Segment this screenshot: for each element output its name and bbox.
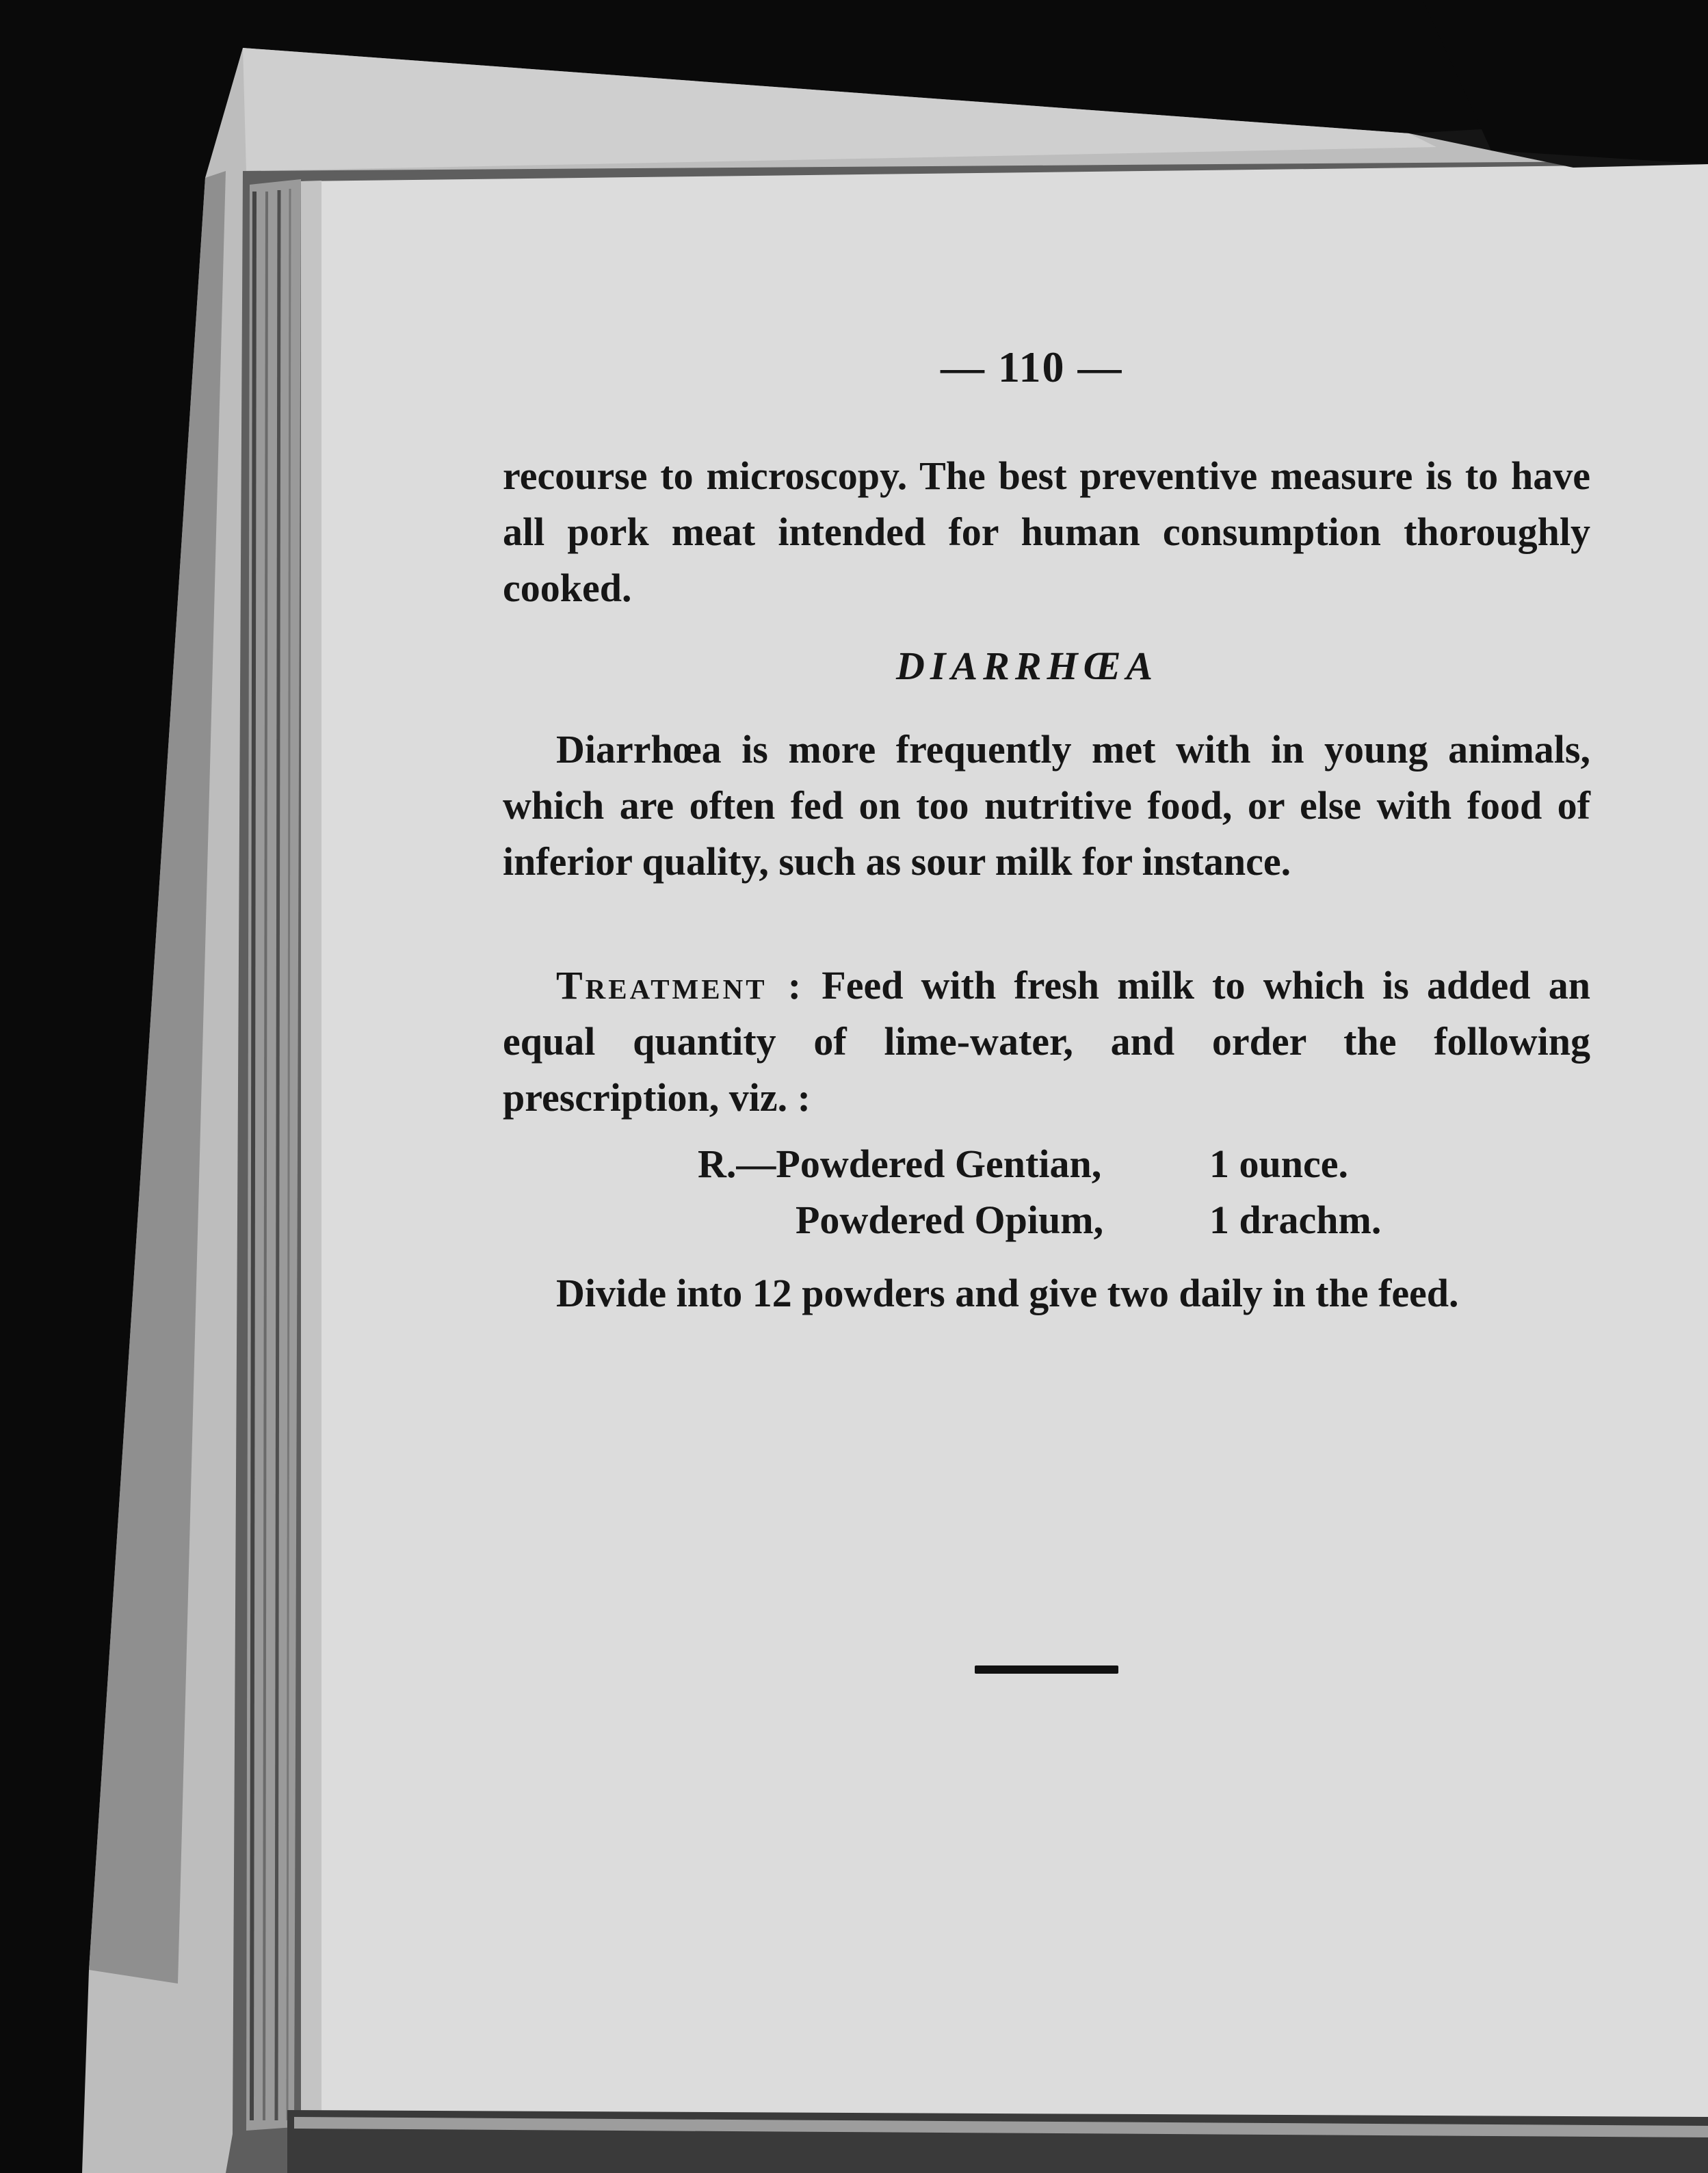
section-heading: DIARRHŒA — [896, 644, 1159, 688]
prescription-qty-2: 1 drachm. — [1209, 1198, 1382, 1242]
paragraph-dosage: Divide into 12 powders and give two daily in the feed. — [556, 1271, 1459, 1315]
prescription-item-2: Powdered Opium, — [796, 1198, 1104, 1242]
paragraph-intro: recourse to microscopy. The best preventive measure is to have all pork meat intended for human consumption thoroughly cooked. — [503, 453, 1590, 610]
end-rule — [975, 1665, 1118, 1674]
treatment-label: Treatment : — [556, 963, 804, 1008]
paragraph-treatment — [503, 958, 1590, 1126]
prescription-item-1: R.—Powdered Gentian, — [698, 1142, 1102, 1186]
prescription-qty-1: 1 ounce. — [1209, 1142, 1348, 1186]
paragraph-diarrhoea: Diarrhœa is more frequently met with in young animals, which are often fed on too nutritive food, or else with food of inferior quality, such as sour milk for instance. — [503, 727, 1590, 884]
treatment-text: Feed with fresh milk to which is added an equal quantity of lime-water, and order the following prescription, viz. : — [503, 963, 1591, 1120]
page-number: — 110 — — [941, 343, 1123, 391]
